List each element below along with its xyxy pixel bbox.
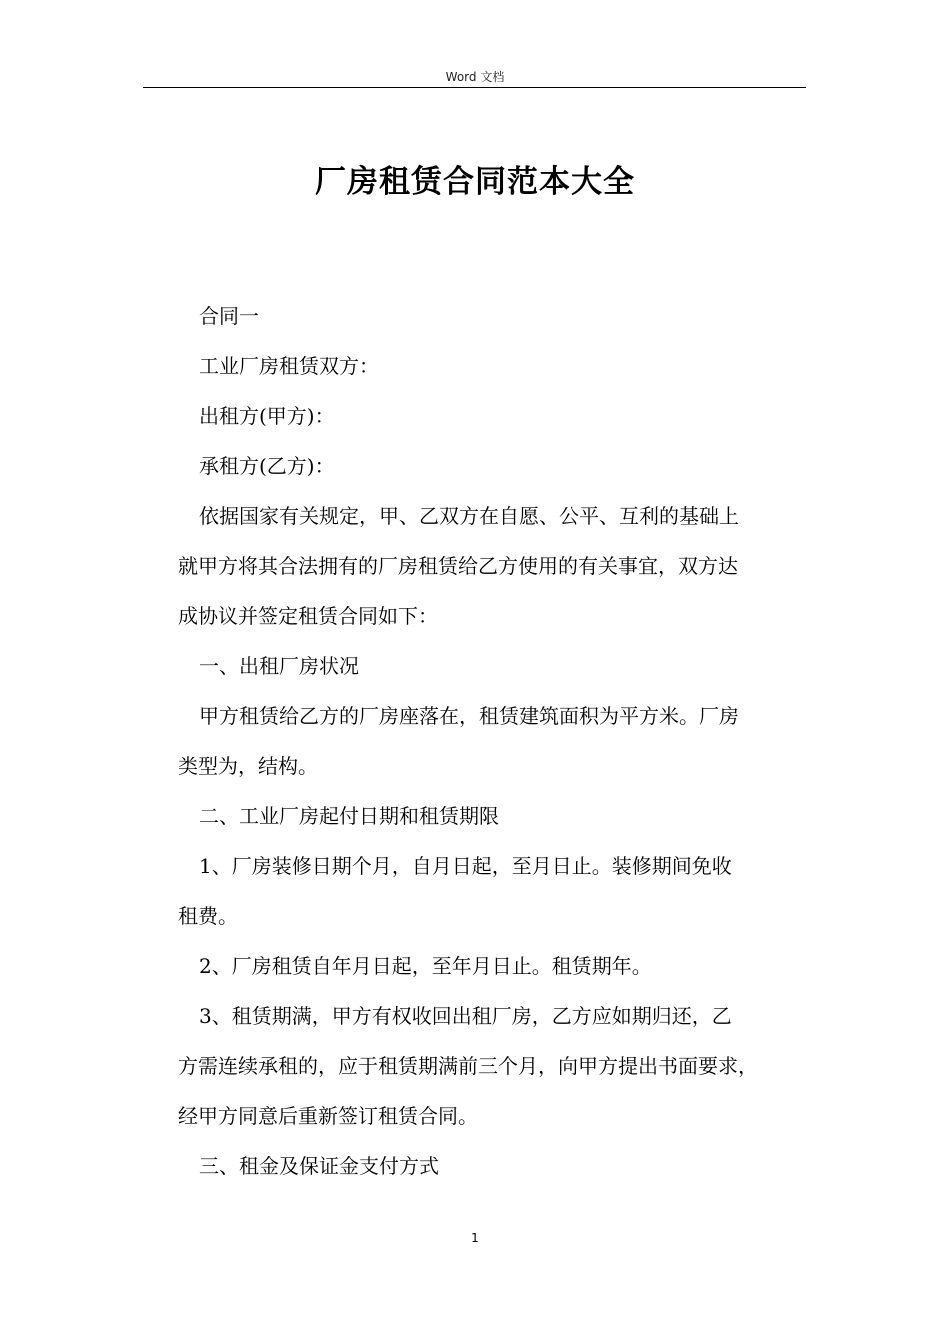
paragraph-line: 二、工业厂房起付日期和租赁期限 <box>199 804 499 828</box>
header-divider <box>143 87 806 88</box>
paragraph-line: 2、厂房租赁自年月日起，至年月日止。租赁期年。 <box>199 954 652 978</box>
page-number: 1 <box>471 1231 479 1245</box>
paragraph-line: 工业厂房租赁双方： <box>199 354 379 378</box>
paragraph-line: 一、出租厂房状况 <box>199 654 359 678</box>
document-body <box>178 291 818 1191</box>
paragraph-line: 租费。 <box>178 904 238 928</box>
paragraph-line: 出租方(甲方)： <box>199 404 335 428</box>
page-header-label: Word 文档 <box>445 70 505 84</box>
paragraph-line: 合同一 <box>199 304 259 328</box>
paragraph-line: 依据国家有关规定，甲、乙双方在自愿、公平、互利的基础上 <box>199 504 739 528</box>
paragraph-line: 1、厂房装修日期个月，自月日起，至月日止。装修期间免收 <box>199 854 732 878</box>
paragraph-line: 经甲方同意后重新签订租赁合同。 <box>178 1104 478 1128</box>
paragraph-line: 类型为，结构。 <box>178 754 318 778</box>
paragraph-line: 甲方租赁给乙方的厂房座落在，租赁建筑面积为平方米。厂房 <box>199 704 739 728</box>
paragraph-line: 三、租金及保证金支付方式 <box>199 1154 439 1178</box>
paragraph-line: 承租方(乙方)： <box>199 454 335 478</box>
paragraph-line: 方需连续承租的，应于租赁期满前三个月，向甲方提出书面要求， <box>178 1054 758 1078</box>
paragraph-line: 成协议并签定租赁合同如下： <box>178 604 438 628</box>
paragraph-line: 就甲方将其合法拥有的厂房租赁给乙方使用的有关事宜，双方达 <box>178 554 738 578</box>
paragraph-line: 3、租赁期满，甲方有权收回出租厂房，乙方应如期归还，乙 <box>199 1004 732 1028</box>
document-title: 厂房租赁合同范本大全 <box>315 164 635 200</box>
